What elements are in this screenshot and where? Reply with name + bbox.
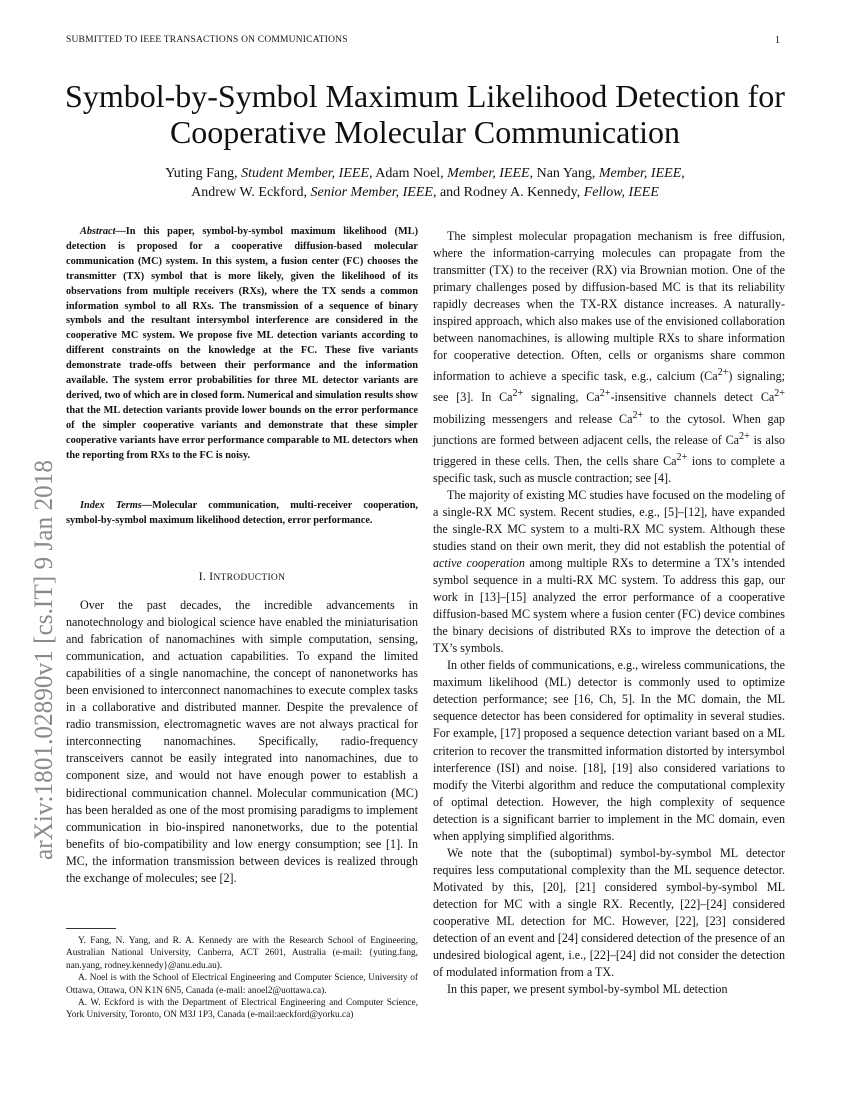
index-terms: Index Terms—Molecular communication, multi-receiver cooperation, symbol-by-symbol maximum likelihood detection, error performance. <box>66 500 418 526</box>
page-number: 1 <box>775 35 780 46</box>
footnotes <box>66 935 418 1022</box>
arxiv-stamp-text: arXiv:1801.02890v1 [cs.IT] 9 Jan 2018 <box>28 450 58 860</box>
paper-title: Symbol-by-Symbol Maximum Likelihood Detection for Cooperative Molecular Communication <box>65 78 785 150</box>
author-line-2: Andrew W. Eckford, Senior Member, IEEE, and Rodney A. Kennedy, Fellow, IEEE <box>191 185 659 200</box>
footnote-affiliation-2: A. Noel is with the School of Electrical Engineering and Computer Science, University of Ottawa, Ottawa, ON K1N 6N5, Canada (e-mail: anoel2@uottawa.ca). <box>66 973 418 996</box>
author-list <box>30 164 820 202</box>
footnote-divider <box>66 928 116 929</box>
body-paragraph: In this paper, we present symbol-by-symbol ML detection <box>447 982 728 997</box>
running-title: SUBMITTED TO IEEE TRANSACTIONS ON COMMUNICATIONS <box>66 35 348 45</box>
footnote-affiliation-1: Y. Fang, N. Yang, and R. A. Kennedy are with the Research School of Engineering, Australian National University, Canberra, ACT 2601, Australia (e-mail: {yuting.fang, nan.yang, rodney.kennedy}@anu.edu.au). <box>66 936 418 971</box>
footnote-affiliation-3: A. W. Eckford is with the Department of Electrical Engineering and Computer Science, York University, Toronto, ON M3J 1P3, Canada (e-mail:aeckford@yorku.ca) <box>66 998 418 1021</box>
body-paragraph: The majority of existing MC studies have focused on the modeling of a single-RX MC system. Recent studies, e.g., [5]–[12], have expanded the single-RX MC system to a multi-RX MC system. Although these studies stand on their own merit, they did not establish the potential of active cooperation among multiple RXs to determine a TX’s intended symbol sequence in a multi-RX MC system. To address this gap, our work in [13]–[15] analyzed the error performance of a cooperative diffusion-based MC system where a fusion center (FC) device combines the binary decisions of distributed RXs to improve the detection of a TX’s symbols. <box>433 487 786 656</box>
introduction-paragraph: Over the past decades, the incredible advancements in nanotechnology and biological science have enabled the miniaturisation and fabrication of nanomachines with simple computation, sensing, communication, and actuation capabilities. To expand the limited capabilities of a single nanomachine, the concept of nanonetworks has been envisioned to interconnect nanomachines to execute complex tasks in a collaborative and distributed manner. Despite the prevalence of radio transmission, electromagnetic waves are not always practical for interconnecting nanomachines. Specifically, radio-frequency transceivers cannot be easily integrated into nanomachines, due to component size, and would not have enough power to establish a bidirectional communication channel. Molecular communication (MC) has been heralded as one of the most promising paradigms to implement communication in bio-inspired nanonetworks, due to the potential benefits of bio-compatibility and low energy consumption; see [1]. In MC, the information transmission between devices is realized through the exchange of molecules; see [2]. <box>66 598 418 885</box>
body-paragraph: The simplest molecular propagation mechanism is free diffusion, where the information-carrying molecules can propagate from the transmitter (TX) to the receiver (RX) via Brownian motion. One of the primary challenges posed by diffusion-based MC is that its reliability rapidly decreases when the TX-RX distance increases. A naturally-inspired approach, which also makes use of the envisioned collaboration between nanomachines, is allowing multiple RXs to share information for cooperative detection. Often, cells or organisms share common information to achieve a specific task, e.g., calcium $(Ca^{2+})$ signaling; see [3]. In $Ca^{2+}$ signaling, $Ca^{2+}$-insensitive channels detect $Ca^{2+}$ mobilizing messengers and release $Ca^{2+}$ to the cytosol. When gap junctions are formed between adjacent cells, the release of $Ca^{2+}$ is also triggered in these cells. Then, the cells share $Ca^{2+}$ ions to complete a specific task, such as muscle contraction; see [4]. <box>433 229 785 485</box>
author-line-1: Yuting Fang, Student Member, IEEE, Adam Noel, Member, IEEE, Nan Yang, Member, IEEE, <box>165 166 685 181</box>
right-column <box>433 228 785 998</box>
body-paragraph: In other fields of communications, e.g., wireless communications, the maximum likelihood (ML) detector is commonly used to optimize detection performance; see [16, Ch, 5]. In the MC domain, the ML sequence detector has been considered for optimality in several studies. For example, [17] proposed a sequence detection variant based on a ML criterion to recover the transmitted information distorted by intersymbol interference (ISI) and noise. [18], [19] also considered variations to modify the Viterbi algorithm and reduce the computational complexity of optimal detection. However, the high complexity of sequence detection is a significant barrier to implement in the MC domain, even when applying simplified algorithms. <box>433 658 785 843</box>
section-heading-introduction: I. INTRODUCTION <box>198 571 286 583</box>
body-paragraph: We note that the (suboptimal) symbol-by-symbol ML detector requires less computational complexity than the ML sequence detector. Motivated by this, [20], [21] considered symbol-by-symbol ML detection for MC with a single RX. Recently, [22]–[24] considered cooperative ML detection for MC. However, [22], [23] considered detection of an event and [24] considered detection of the presence of an undesired biological agent, i.e., [22]–[24] did not consider the detection of modulated information from a TX. <box>433 845 785 980</box>
abstract: Abstract—In this paper, symbol-by-symbol maximum likelihood (ML) detection is proposed for a cooperative diffusion-based molecular communication (MC) system. In this system, a fusion center (FC) chooses the transmitter (TX) symbol that is more likely, given the likelihood of its observations from multiple receivers (RXs), where the TX sends a common information symbol to all RXs. The transmission of a sequence of binary symbols and the resultant intersymbol interference are considered in the cooperative MC system. We propose five ML detection variants according to different constraints on the knowledge at the FC. These five variants demonstrate trade-offs between their performance and the information available. The system error probabilities for three ML detector variants are derived, two of which are in closed form. Numerical and simulation results show that the ML detection variants provide lower bounds on the error performance of the simpler cooperative variants and demonstrate that these simpler cooperative variants have error performance comparable to ML detectors when the reporting from RXs to the FC is noisy. <box>66 226 418 461</box>
